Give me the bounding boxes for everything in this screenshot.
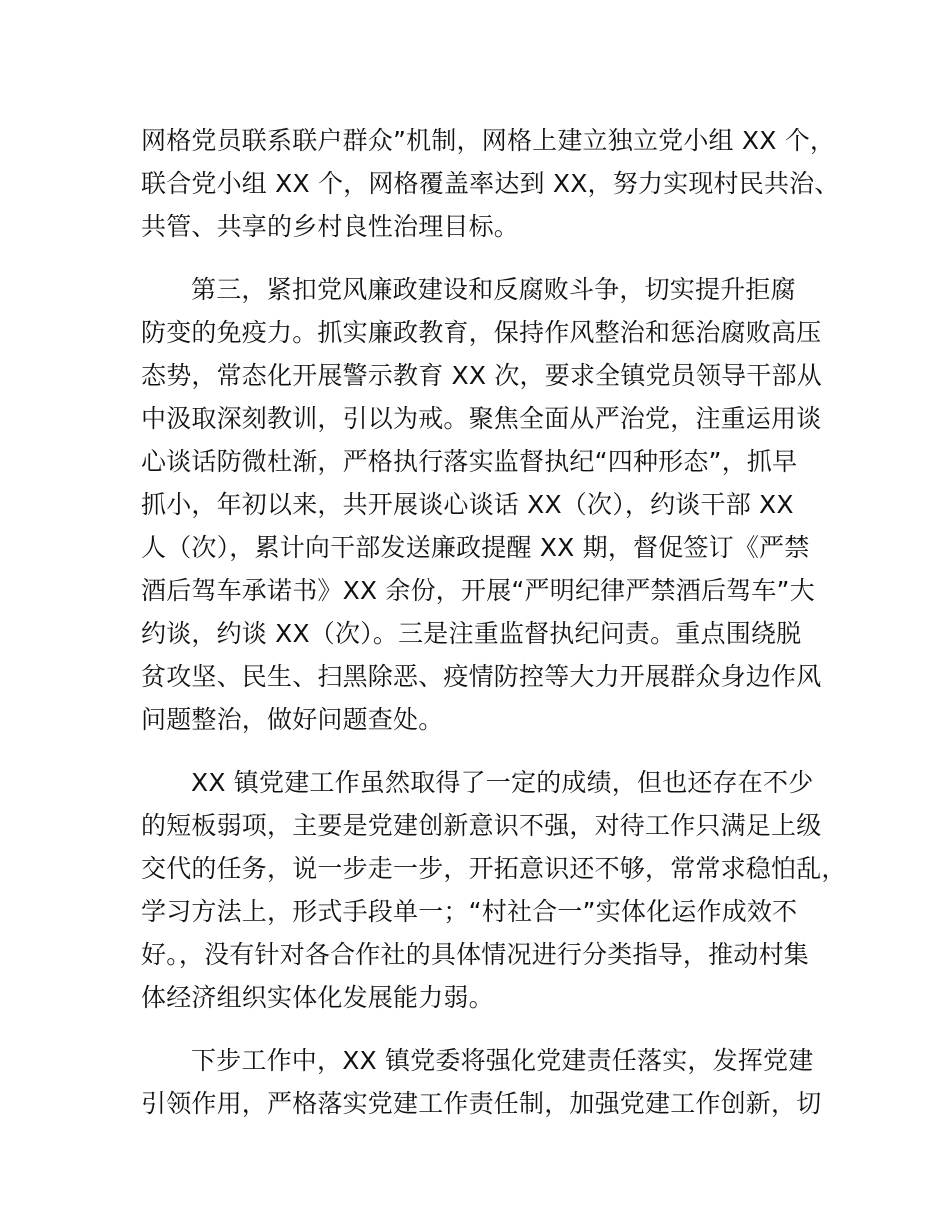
paragraph-line: 约谈，约谈 XX（次）。三是注重监督执纪问责。重点围绕脱 — [141, 619, 802, 648]
paragraph-line: 联合党小组 XX 个，网格覆盖率达到 XX，努力实现村民共治、 — [141, 169, 840, 198]
paragraph-line: 的短板弱项，主要是党建创新意识不强，对待工作只满足上级 — [141, 811, 822, 840]
paragraph-line: 学习方法上，形式手段单一；“村社合一”实体化运作成效不 — [141, 897, 798, 926]
paragraph-line: 好。，没有针对各合作社的具体情况进行分类指导，推动村集 — [141, 940, 809, 969]
paragraph-line: 问题整治，做好问题查处。 — [141, 705, 444, 734]
paragraph-line: 共管、共享的乡村良性治理目标。 — [141, 212, 520, 241]
paragraph-line: 交代的任务，说一步走一步，开拓意识还不够，常常求稳怕乱， — [141, 854, 847, 883]
paragraph-line: 心谈话防微杜渐，严格执行落实监督执纪“四种形态”，抓早 — [141, 447, 798, 476]
paragraph-line: 防变的免疫力。抓实廉政教育，保持作风整治和惩治腐败高压 — [141, 318, 822, 347]
paragraph-line: 引领作用，严格落实党建工作责任制，加强党建工作创新，切 — [141, 1089, 822, 1118]
paragraph-line: 体经济组织实体化发展能力弱。 — [141, 983, 494, 1012]
paragraph-line: 中汲取深刻教训，引以为戒。聚焦全面从严治党，注重运用谈 — [141, 404, 822, 433]
paragraph-line: 态势，常态化开展警示教育 XX 次，要求全镇党员领导干部从 — [141, 361, 822, 390]
paragraph-line: 贫攻坚、民生、扫黑除恶、疫情防控等大力开展群众身边作风 — [141, 662, 822, 691]
paragraph-line: 第三，紧扣党风廉政建设和反腐败斗争，切实提升拒腐 — [191, 275, 796, 304]
paragraph-line: 下步工作中，XX 镇党委将强化党建责任落实，发挥党建 — [191, 1046, 814, 1075]
paragraph-line: 抓小，年初以来，共开展谈心谈话 XX（次），约谈干部 XX — [141, 490, 794, 519]
paragraph-line: 人（次），累计向干部发送廉政提醒 XX 期，督促签订《严禁 — [141, 533, 810, 562]
paragraph-line: 网格党员联系联户群众”机制，网格上建立独立党小组 XX 个， — [141, 126, 836, 155]
paragraph-line: 酒后驾车承诺书》XX 余份，开展“严明纪律严禁酒后驾车”大 — [141, 576, 815, 605]
paragraph-line: XX 镇党建工作虽然取得了一定的成绩，但也还存在不少 — [191, 768, 814, 797]
